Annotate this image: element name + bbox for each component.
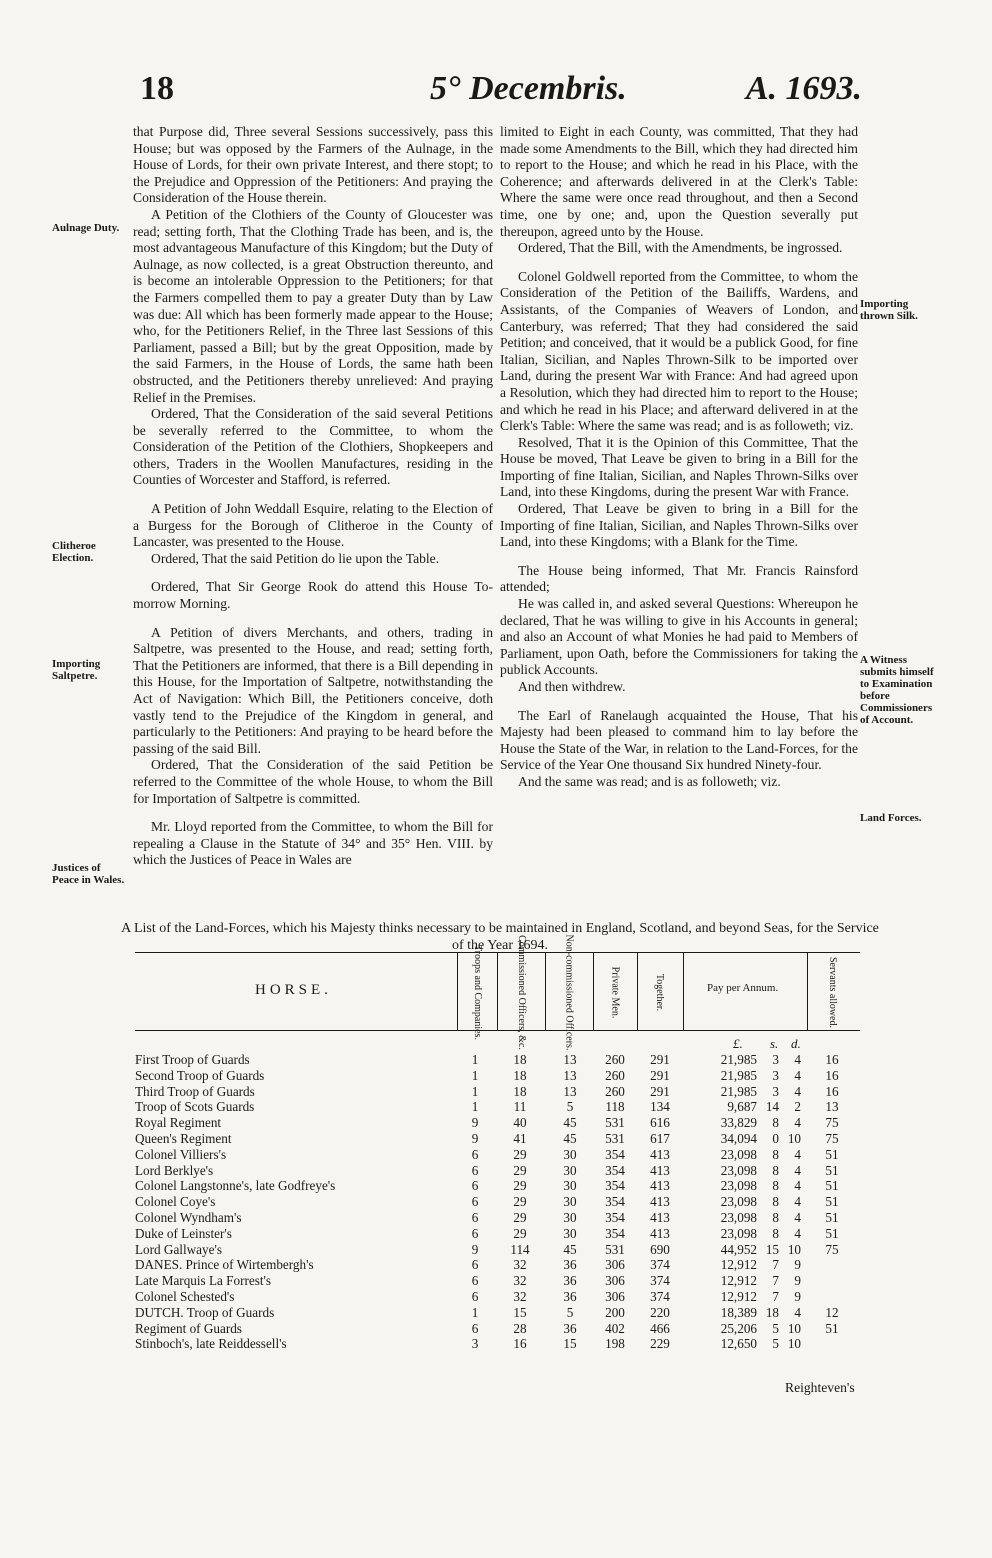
commissioned-cell: 11 <box>513 1099 527 1115</box>
unit-name: Duke of Leinster's <box>135 1225 232 1241</box>
margin-note-clitheroe: Clitheroe Election. <box>52 540 96 564</box>
pay-pounds-cell: 9,687 <box>727 1099 757 1115</box>
table-row <box>135 1147 860 1163</box>
troops-cell: 6 <box>471 1320 479 1336</box>
section-heading: HORSE. <box>255 982 332 998</box>
unit-name: Lord Gallwaye's <box>135 1241 222 1257</box>
unit-pence: d. <box>791 1036 801 1051</box>
page-header <box>130 70 862 120</box>
commissioned-cell: 32 <box>513 1257 527 1273</box>
column-header-private: Private Men. <box>609 966 621 1018</box>
pay-pounds-cell: 12,912 <box>720 1288 757 1304</box>
noncommissioned-cell: 45 <box>563 1241 577 1257</box>
private-cell: 354 <box>605 1146 625 1162</box>
servants-cell: 16 <box>825 1052 839 1067</box>
pay-pence-cell: 4 <box>794 1067 801 1083</box>
paragraph: Ordered, That the Consideration of the said Petition be referred to the Committee of the whole House, to whom the Bill for Importation of Saltpetre is committed. <box>133 757 493 806</box>
together-cell: 134 <box>650 1099 670 1115</box>
pay-pounds-cell: 23,098 <box>720 1209 757 1225</box>
pay-shillings-cell: 5 <box>772 1320 779 1336</box>
noncommissioned-cell: 5 <box>566 1099 574 1115</box>
pay-pounds-cell: 18,389 <box>720 1304 757 1320</box>
margin-note-land-forces: Land Forces. <box>860 812 922 824</box>
pay-shillings-cell: 5 <box>772 1336 779 1352</box>
together-cell: 413 <box>650 1225 670 1241</box>
pay-shillings-cell: 14 <box>765 1099 779 1115</box>
pay-shillings-cell: 7 <box>772 1257 779 1273</box>
commissioned-cell: 29 <box>513 1225 527 1241</box>
table-row <box>135 1305 860 1321</box>
paragraph: Ordered, That the said Petition do lie upon the Table. <box>151 550 440 566</box>
unit-shillings: s. <box>770 1036 779 1051</box>
together-cell: 291 <box>650 1052 670 1067</box>
servants-cell: 51 <box>825 1194 839 1210</box>
page-year: A. 1693. <box>745 70 862 107</box>
troops-cell: 9 <box>471 1115 479 1131</box>
table-row <box>135 1336 860 1352</box>
noncommissioned-cell: 30 <box>563 1162 577 1178</box>
troops-cell: 1 <box>471 1099 479 1115</box>
unit-name: DANES. Prince of Wirtembergh's <box>135 1257 314 1273</box>
noncommissioned-cell: 30 <box>563 1225 577 1241</box>
commissioned-cell: 29 <box>513 1209 527 1225</box>
commissioned-cell: 15 <box>513 1304 527 1320</box>
commissioned-cell: 18 <box>513 1083 527 1099</box>
together-cell: 291 <box>650 1067 670 1083</box>
margin-note-silk: Importing thrown Silk. <box>860 298 918 322</box>
table-row <box>135 1289 860 1305</box>
paragraph: Ordered, That the Consideration of the said several Petitions be severally referred to the Committee, to whom the Consideration of the Petition of the Clothiers, Shopkeepers and others, Traders in the Woollen Manufactures, residing in the Counties of Worcester and Stafford, is referred. <box>133 406 493 488</box>
together-cell: 220 <box>650 1304 670 1320</box>
table-row <box>135 1321 860 1337</box>
commissioned-cell: 29 <box>513 1162 527 1178</box>
private-cell: 306 <box>605 1273 625 1289</box>
pay-pounds-cell: 34,094 <box>720 1130 757 1146</box>
noncommissioned-cell: 30 <box>563 1194 577 1210</box>
pay-pounds-cell: 12,912 <box>720 1273 757 1289</box>
pay-pence-cell: 4 <box>794 1304 801 1320</box>
pay-pounds-cell: 44,952 <box>720 1241 757 1257</box>
paragraph: The Earl of Ranelaugh acquainted the House, That his Majesty had been pleased to command him to lay before the House the State of the War, in relation to the Land-Forces, for the Service of the Year One thousand Six hundred Ninety-four. <box>500 707 858 773</box>
table-row <box>135 1099 860 1115</box>
noncommissioned-cell: 36 <box>563 1257 577 1273</box>
noncommissioned-cell: 45 <box>563 1115 577 1131</box>
servants-cell: 75 <box>825 1130 839 1146</box>
private-cell: 354 <box>605 1178 625 1194</box>
private-cell: 531 <box>605 1115 625 1131</box>
pay-shillings-cell: 3 <box>772 1067 779 1083</box>
private-cell: 260 <box>605 1052 625 1067</box>
paragraph: And the same was read; and is as followeth; viz. <box>518 773 781 789</box>
troops-cell: 6 <box>471 1146 479 1162</box>
column-header-servants: Servants allowed. <box>827 956 839 1028</box>
paragraph: that Purpose did, Three several Sessions successively, pass this House; but was opposed by the Farmers of the Aulnage, in the House of Lords, for their own private Interest, and there stopt; to the Prejudice and Oppression of the Petitioners: And praying the Consideration of the House therein. <box>133 124 493 206</box>
pay-pounds-cell: 21,985 <box>720 1067 757 1083</box>
private-cell: 198 <box>605 1336 625 1352</box>
table-row <box>135 1163 860 1179</box>
table-row <box>135 1068 860 1084</box>
unit-name: First Troop of Guards <box>135 1052 250 1067</box>
servants-cell: 16 <box>825 1083 839 1099</box>
table-row <box>135 1084 860 1100</box>
unit-name: Second Troop of Guards <box>135 1067 265 1083</box>
paragraph: He was called in, and asked several Questions: Whereupon he declared, That he was willing to give in his Accounts in general; and also an Account of what Monies he had paid to Members of Parliament, upon Oath, before the Commissioners for taking the publick Accounts. <box>500 596 858 678</box>
unit-name: Colonel Schested's <box>135 1288 235 1304</box>
pay-pence-cell: 4 <box>794 1115 801 1131</box>
table-row <box>135 1052 860 1068</box>
margin-note-aulnage: Aulnage Duty. <box>52 222 120 234</box>
margin-note-witness: A Witness submits himself to Examination before Commissioners of Account. <box>860 654 934 726</box>
commissioned-cell: 32 <box>513 1288 527 1304</box>
together-cell: 291 <box>650 1083 670 1099</box>
pay-pence-cell: 4 <box>794 1194 801 1210</box>
column-header-pay: Pay per Annum. <box>707 982 779 994</box>
troops-cell: 6 <box>471 1257 479 1273</box>
troops-cell: 1 <box>471 1304 479 1320</box>
servants-cell: 75 <box>825 1241 839 1257</box>
pay-shillings-cell: 8 <box>772 1225 779 1241</box>
private-cell: 354 <box>605 1194 625 1210</box>
together-cell: 616 <box>650 1115 670 1131</box>
together-cell: 413 <box>650 1146 670 1162</box>
pay-shillings-cell: 15 <box>765 1241 779 1257</box>
table-row <box>135 1210 860 1226</box>
table-row <box>135 1131 860 1147</box>
pay-pence-cell: 4 <box>794 1052 801 1067</box>
pay-shillings-cell: 7 <box>772 1273 779 1289</box>
paragraph: Resolved, That it is the Opinion of this Committee, That the House be moved, That Leave be given to bring in a Bill for the Importing of fine Italian, Sicilian, and Naples Thrown-Silks over Land, into these Kingdoms, during the present War with France. <box>500 434 858 500</box>
pay-shillings-cell: 7 <box>772 1288 779 1304</box>
commissioned-cell: 40 <box>513 1115 527 1131</box>
servants-cell: 51 <box>825 1146 839 1162</box>
commissioned-cell: 29 <box>513 1194 527 1210</box>
private-cell: 306 <box>605 1257 625 1273</box>
paragraph: Colonel Goldwell reported from the Committee, to whom the Consideration of the Petition of the Bailiffs, Wardens, and Assistants, of the Companies of Weavers of London, and Canterbury, was referred; That they had considered the said Petition; and conceived, that it would be a publick Good, for fine Italian, Sicilian, and Naples Thrown-Silk to be imported over Land, during the present War with France: And had agreed upon a Resolution, which they had directed him to report to the House; and which he read in his Place; and afterward delivered in at the Clerk's Table: Where the same was read; and is as followeth; viz. <box>500 268 858 434</box>
troops-cell: 1 <box>471 1083 479 1099</box>
noncommissioned-cell: 13 <box>563 1052 577 1067</box>
pay-pounds-cell: 33,829 <box>720 1115 757 1131</box>
paragraph: And then withdrew. <box>518 679 626 694</box>
table-row <box>135 1273 860 1289</box>
paragraph: Ordered, That the Bill, with the Amendments, be ingrossed. <box>518 240 843 256</box>
troops-cell: 6 <box>471 1194 479 1210</box>
pay-pounds-cell: 23,098 <box>720 1225 757 1241</box>
commissioned-cell: 29 <box>513 1178 527 1194</box>
pay-pounds-cell: 23,098 <box>720 1194 757 1210</box>
pay-pence-cell: 10 <box>787 1320 801 1336</box>
troops-cell: 6 <box>471 1209 479 1225</box>
table-row <box>135 1178 860 1194</box>
table-row <box>135 1115 860 1131</box>
troops-cell: 9 <box>471 1241 479 1257</box>
pay-pence-cell: 4 <box>794 1178 801 1194</box>
commissioned-cell: 114 <box>510 1241 530 1257</box>
together-cell: 466 <box>650 1320 670 1336</box>
troops-cell: 3 <box>471 1336 479 1352</box>
pay-pence-cell: 4 <box>794 1162 801 1178</box>
private-cell: 402 <box>605 1320 625 1336</box>
pay-pence-cell: 10 <box>787 1130 801 1146</box>
unit-name: Stinboch's, late Reiddessell's <box>135 1336 287 1352</box>
commissioned-cell: 29 <box>513 1146 527 1162</box>
private-cell: 200 <box>605 1304 625 1320</box>
pay-pence-cell: 10 <box>787 1241 801 1257</box>
pay-shillings-cell: 8 <box>772 1146 779 1162</box>
commissioned-cell: 18 <box>513 1052 527 1067</box>
private-cell: 260 <box>605 1067 625 1083</box>
table-row <box>135 1257 860 1273</box>
servants-cell: 75 <box>825 1115 839 1131</box>
table-row <box>135 1226 860 1242</box>
servants-cell: 51 <box>825 1225 839 1241</box>
list-title: A List of the Land-Forces, which his Majesty thinks necessary to be maintained in England, Scotland, and beyond Seas, for the Service of the Year 1694. <box>121 921 879 953</box>
pay-pence-cell: 4 <box>794 1225 801 1241</box>
pay-shillings-cell: 3 <box>772 1052 779 1067</box>
pay-shillings-cell: 8 <box>772 1209 779 1225</box>
page-number: 18 <box>140 70 174 107</box>
paragraph: Mr. Lloyd reported from the Committee, to whom the Bill for repealing a Clause in the Statute of 34° and 35° Hen. VIII. by which the Justices of Peace in Wales are <box>133 819 493 868</box>
noncommissioned-cell: 13 <box>563 1067 577 1083</box>
noncommissioned-cell: 5 <box>566 1304 574 1320</box>
table-body <box>135 1052 860 1352</box>
page-date: 5° Decembris. <box>430 70 627 107</box>
margin-note-justices: Justices of Peace in Wales. <box>52 862 125 886</box>
noncommissioned-cell: 30 <box>563 1209 577 1225</box>
paragraph: A Petition of the Clothiers of the County of Gloucester was read; setting forth, That the Clothing Trade has been, and is, the most advantageous Manufacture of this Kingdom; but the Duty of Aulnage, as now collected, is a great Obstruction thereunto, and is become an intolerable Oppression to the Petitioners; for that the Farmers compelled them to pay a greater Duty than by Law was due: All which has been formerly made appear to the House; who, for the Petitioners Relief, in the Three last Sessions of this Parliament, passed a Bill; but by the great Opposition, made by the said Farmers, in the House of Lords, the same hath been obstructed, and the Petitioners thereby unrelieved: And praying Relief in the Premises. <box>133 206 493 405</box>
unit-name: Regiment of Guards <box>135 1320 242 1336</box>
private-cell: 260 <box>605 1083 625 1099</box>
private-cell: 531 <box>605 1241 625 1257</box>
left-column <box>133 124 493 869</box>
unit-name: Lord Berklye's <box>135 1162 214 1178</box>
unit-name: Colonel Coye's <box>135 1194 216 1210</box>
together-cell: 413 <box>650 1162 670 1178</box>
together-cell: 229 <box>650 1336 670 1352</box>
unit-name: Colonel Villiers's <box>135 1146 227 1162</box>
together-cell: 374 <box>650 1273 670 1289</box>
pay-shillings-cell: 18 <box>765 1304 779 1320</box>
together-cell: 690 <box>650 1241 670 1257</box>
pay-pounds-cell: 12,912 <box>720 1257 757 1273</box>
commissioned-cell: 41 <box>513 1130 527 1146</box>
together-cell: 374 <box>650 1288 670 1304</box>
right-column <box>500 124 858 791</box>
paragraph: Ordered, That Sir George Rook do attend this House To-morrow Morning. <box>133 579 493 612</box>
paragraph: The House being informed, That Mr. Francis Rainsford attended; <box>500 562 858 595</box>
commissioned-cell: 32 <box>513 1273 527 1289</box>
servants-cell: 51 <box>825 1209 839 1225</box>
pay-shillings-cell: 3 <box>772 1083 779 1099</box>
unit-name: Royal Regiment <box>135 1115 222 1131</box>
pay-pence-cell: 4 <box>794 1209 801 1225</box>
unit-name: Colonel Langstonne's, late Godfreye's <box>135 1178 336 1194</box>
together-cell: 413 <box>650 1194 670 1210</box>
servants-cell: 51 <box>825 1162 839 1178</box>
pay-pence-cell: 9 <box>794 1288 801 1304</box>
commissioned-cell: 18 <box>513 1067 527 1083</box>
unit-name: Queen's Regiment <box>135 1130 232 1146</box>
troops-cell: 6 <box>471 1273 479 1289</box>
private-cell: 354 <box>605 1225 625 1241</box>
unit-name: Late Marquis La Forrest's <box>135 1273 272 1289</box>
troops-cell: 6 <box>471 1225 479 1241</box>
noncommissioned-cell: 13 <box>563 1083 577 1099</box>
unit-name: Third Troop of Guards <box>135 1083 255 1099</box>
pay-pounds-cell: 12,650 <box>720 1336 757 1352</box>
pay-pounds-cell: 21,985 <box>720 1052 757 1067</box>
noncommissioned-cell: 30 <box>563 1178 577 1194</box>
pay-pounds-cell: 25,206 <box>720 1320 757 1336</box>
troops-cell: 1 <box>471 1067 479 1083</box>
unit-pounds: £. <box>733 1036 743 1051</box>
margin-note-saltpetre: Importing Saltpetre. <box>52 658 101 682</box>
noncommissioned-cell: 36 <box>563 1320 577 1336</box>
pay-shillings-cell: 8 <box>772 1194 779 1210</box>
column-header-together: Together. <box>654 973 666 1011</box>
private-cell: 531 <box>605 1130 625 1146</box>
pay-pence-cell: 2 <box>794 1099 801 1115</box>
servants-cell: 12 <box>825 1304 839 1320</box>
paragraph: Ordered, That Leave be given to bring in a Bill for the Importing of fine Italian, Sicilian, and Naples Thrown-Silks over Land, into these Kingdoms; with a Blank for the Time. <box>500 501 858 550</box>
pay-pounds-cell: 21,985 <box>720 1083 757 1099</box>
paragraph: A Petition of divers Merchants, and others, trading in Saltpetre, was presented to the House, and read; setting forth, That the Petitioners are informed, that there is a Bill depending in this House, for the Importation of Saltpetre, notwithstanding the Act of Navigation: Which Bill, the Petitioners conceive, doth vastly tend to the Prejudice of the Kingdom in general, and particularly to the Petitioners: And praying to be heard before the passing of the said Bill. <box>133 624 493 756</box>
unit-name: DUTCH. Troop of Guards <box>135 1304 275 1320</box>
table-row <box>135 1194 860 1210</box>
noncommissioned-cell: 36 <box>563 1273 577 1289</box>
troops-cell: 6 <box>471 1178 479 1194</box>
noncommissioned-cell: 30 <box>563 1146 577 1162</box>
servants-cell: 13 <box>825 1099 839 1115</box>
commissioned-cell: 16 <box>513 1336 527 1352</box>
pay-pence-cell: 9 <box>794 1257 801 1273</box>
servants-cell: 51 <box>825 1178 839 1194</box>
private-cell: 354 <box>605 1162 625 1178</box>
troops-cell: 9 <box>471 1130 479 1146</box>
private-cell: 306 <box>605 1288 625 1304</box>
troops-cell: 1 <box>471 1052 479 1067</box>
pay-pounds-cell: 23,098 <box>720 1162 757 1178</box>
noncommissioned-cell: 36 <box>563 1288 577 1304</box>
private-cell: 354 <box>605 1209 625 1225</box>
paragraph: limited to Eight in each County, was committed, That they had made some Amendments to the Bill, which they had directed him to report to the House; and which he read in his Place, with the Coherence; and afterwards delivered in at the Clerk's Table: Where the same were once read throughout, and then a Second time, one by one; and, upon the Question severally put thereupon, agreed unto by the House. <box>500 124 858 239</box>
pay-pence-cell: 9 <box>794 1273 801 1289</box>
pay-pence-cell: 10 <box>787 1336 801 1352</box>
together-cell: 413 <box>650 1209 670 1225</box>
troops-cell: 6 <box>471 1162 479 1178</box>
catchword: Reighteven's <box>785 1380 855 1395</box>
private-cell: 118 <box>605 1099 625 1115</box>
column-header-noncommissioned: Non-commissioned Officers. <box>563 934 575 1050</box>
noncommissioned-cell: 45 <box>563 1130 577 1146</box>
pay-shillings-cell: 8 <box>772 1178 779 1194</box>
commissioned-cell: 28 <box>513 1320 527 1336</box>
together-cell: 617 <box>650 1130 670 1146</box>
pay-pounds-cell: 23,098 <box>720 1146 757 1162</box>
noncommissioned-cell: 15 <box>563 1336 577 1352</box>
servants-cell: 51 <box>825 1320 839 1336</box>
pay-pounds-cell: 23,098 <box>720 1178 757 1194</box>
servants-cell: 16 <box>825 1067 839 1083</box>
pay-shillings-cell: 8 <box>772 1162 779 1178</box>
unit-name: Colonel Wyndham's <box>135 1209 242 1225</box>
together-cell: 413 <box>650 1178 670 1194</box>
column-header-troops: Troops and Companies. <box>471 944 483 1040</box>
pay-shillings-cell: 8 <box>772 1115 779 1131</box>
troops-cell: 6 <box>471 1288 479 1304</box>
pay-pence-cell: 4 <box>794 1083 801 1099</box>
together-cell: 374 <box>650 1257 670 1273</box>
paragraph: A Petition of John Weddall Esquire, relating to the Election of a Burgess for the Borough of Clitheroe in the County of Lancaster, was presented to the House. <box>133 501 493 550</box>
table-row <box>135 1242 860 1258</box>
pay-pence-cell: 4 <box>794 1146 801 1162</box>
pay-shillings-cell: 0 <box>772 1130 779 1146</box>
unit-name: Troop of Scots Guards <box>135 1099 255 1115</box>
column-header-commissioned: Commissioned Officers, &c. <box>515 934 527 1050</box>
